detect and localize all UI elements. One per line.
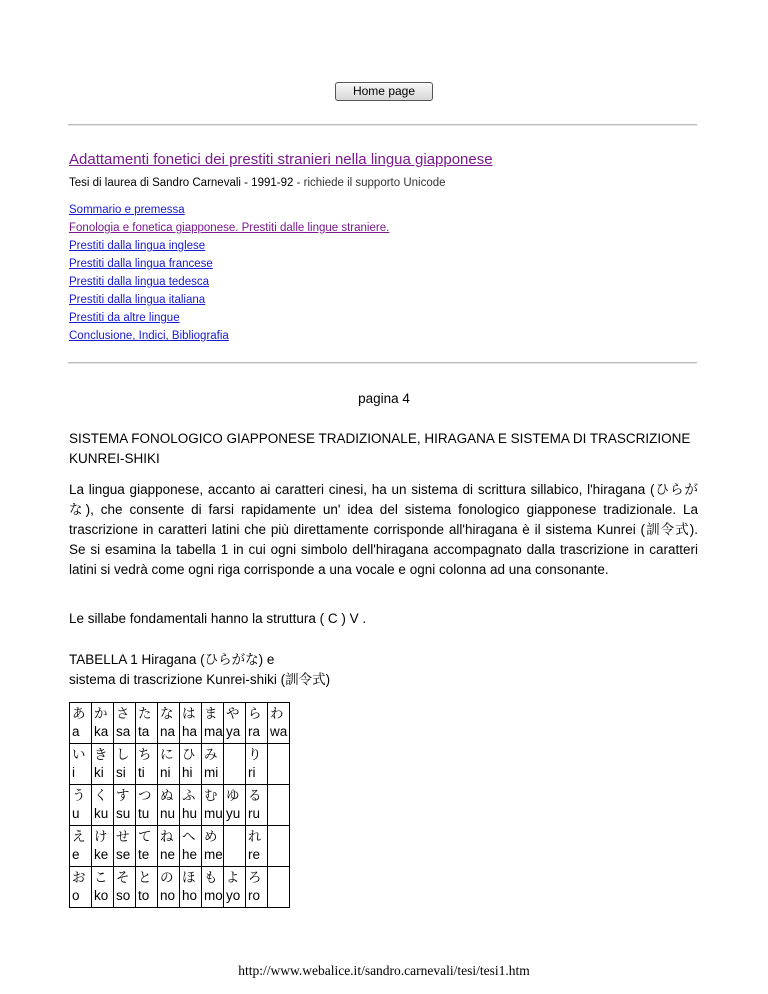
kana-glyph: き [94, 747, 108, 762]
kana-glyph: る [248, 788, 262, 803]
kana-cell [268, 867, 290, 908]
kana-romaji: ne [160, 847, 176, 862]
kana-cell [70, 826, 92, 867]
kana-romaji: me [204, 847, 223, 862]
nav-link-francese[interactable]: Prestiti dalla lingua francese [69, 258, 213, 270]
kana-cell [136, 867, 158, 908]
kana-row [70, 867, 290, 908]
kana-romaji: u [72, 806, 80, 821]
nav-link-conclusione[interactable]: Conclusione, Indici, Bibliografia [69, 330, 229, 342]
kana-cell [92, 826, 114, 867]
kana-glyph: み [204, 747, 218, 762]
kana-cell [224, 826, 246, 867]
kana-glyph: め [204, 829, 218, 844]
kana-glyph: く [94, 788, 108, 803]
kana-romaji: to [138, 888, 150, 903]
kana-romaji: e [72, 847, 80, 862]
syllable-structure-note: Le sillabe fondamentali hanno la struttura ( C ) V . [69, 611, 367, 626]
kana-romaji: na [160, 724, 176, 739]
kana-cell [158, 826, 180, 867]
kana-romaji: se [116, 847, 131, 862]
kana-glyph: は [182, 706, 196, 721]
kana-cell [268, 703, 290, 744]
kana-glyph: け [94, 829, 108, 844]
kana-glyph: ち [138, 747, 152, 762]
kana-romaji: ko [94, 888, 109, 903]
kana-glyph: す [116, 788, 130, 803]
kana-glyph: な [160, 706, 174, 721]
kana-glyph: も [204, 870, 218, 885]
kana-cell [158, 703, 180, 744]
kana-romaji: ma [204, 724, 223, 739]
kana-cell [136, 826, 158, 867]
kana-romaji: sa [116, 724, 131, 739]
kana-romaji: su [116, 806, 131, 821]
kana-glyph: や [226, 706, 240, 721]
kana-romaji: ku [94, 806, 109, 821]
kana-romaji: nu [160, 806, 176, 821]
kana-romaji: so [116, 888, 131, 903]
home-button-container [0, 82, 768, 101]
kana-romaji: hu [182, 806, 198, 821]
kana-cell [180, 867, 202, 908]
kana-cell [114, 785, 136, 826]
kana-cell [202, 703, 224, 744]
kana-cell [246, 867, 268, 908]
kana-glyph: せ [116, 829, 130, 844]
kana-cell [92, 785, 114, 826]
kana-glyph: お [72, 870, 86, 885]
kana-cell [246, 703, 268, 744]
home-page-button[interactable]: Home page [335, 82, 433, 101]
top-divider [68, 124, 697, 126]
table-caption-line-1: TABELLA 1 Hiragana (ひらがな) e [69, 652, 275, 667]
table-caption-line-2: sistema di trascrizione Kunrei-shiki (訓令式) [69, 672, 331, 687]
kana-romaji: wa [270, 724, 288, 739]
nav-link-italiana[interactable]: Prestiti dalla lingua italiana [69, 294, 206, 306]
kana-romaji: ra [248, 724, 261, 739]
nav-link-tedesca[interactable]: Prestiti dalla lingua tedesca [69, 276, 209, 288]
table-caption [69, 650, 330, 690]
kana-row [70, 744, 290, 785]
kana-cell [70, 867, 92, 908]
kana-cell [202, 826, 224, 867]
nav-link-sommario[interactable]: Sommario e premessa [69, 204, 185, 216]
kana-romaji: ni [160, 765, 171, 780]
kana-row [70, 826, 290, 867]
kana-cell [180, 826, 202, 867]
kana-glyph: ひ [182, 747, 196, 762]
kana-cell [70, 785, 92, 826]
kana-romaji: mo [204, 888, 223, 903]
thesis-title-link[interactable]: Adattamenti fonetici dei prestiti stranieri nella lingua giapponese [69, 151, 493, 168]
unicode-note: - richiede il supporto Unicode [293, 177, 446, 189]
kana-cell [224, 785, 246, 826]
kana-cell [224, 703, 246, 744]
kana-cell [246, 826, 268, 867]
kana-cell [202, 744, 224, 785]
kana-row [70, 785, 290, 826]
kana-glyph: れ [248, 829, 262, 844]
kana-cell [136, 785, 158, 826]
kana-romaji: re [248, 847, 261, 862]
kana-cell [202, 867, 224, 908]
kana-romaji: ha [182, 724, 198, 739]
kana-cell [158, 744, 180, 785]
kana-romaji: ri [248, 765, 256, 780]
kana-glyph: ろ [248, 870, 262, 885]
kana-glyph: ほ [182, 870, 196, 885]
kana-cell [268, 744, 290, 785]
kana-glyph: あ [72, 706, 86, 721]
kana-cell [92, 744, 114, 785]
kana-glyph: に [160, 747, 174, 762]
kana-romaji: ke [94, 847, 109, 862]
kana-romaji: te [138, 847, 150, 862]
hiragana-table-container [69, 702, 341, 932]
kana-glyph: こ [94, 870, 108, 885]
kana-glyph: ふ [182, 788, 196, 803]
kana-romaji: ro [248, 888, 261, 903]
kana-glyph: と [138, 870, 152, 885]
kana-romaji: a [72, 724, 80, 739]
thesis-subtitle [69, 177, 446, 189]
kana-glyph: ら [248, 706, 262, 721]
kana-romaji: ti [138, 765, 145, 780]
section-heading: SISTEMA FONOLOGICO GIAPPONESE TRADIZIONALE, HIRAGANA E SISTEMA DI TRASCRIZIONE KUNREI-SHIKI [69, 431, 691, 466]
kana-romaji: i [72, 765, 75, 780]
kana-cell [70, 703, 92, 744]
kana-cell [114, 744, 136, 785]
kana-romaji: ya [226, 724, 241, 739]
kana-glyph: へ [182, 829, 196, 844]
kana-glyph: う [72, 788, 86, 803]
kana-cell [158, 785, 180, 826]
kana-glyph: り [248, 747, 262, 762]
kana-cell [268, 826, 290, 867]
kana-romaji: tu [138, 806, 150, 821]
kana-romaji: yo [226, 888, 241, 903]
kana-cell [246, 744, 268, 785]
kana-romaji: ki [94, 765, 104, 780]
kana-glyph: ま [204, 706, 218, 721]
kana-cell [92, 703, 114, 744]
kana-cell [136, 703, 158, 744]
kana-glyph: わ [270, 706, 284, 721]
intro-paragraph: La lingua giapponese, accanto ai caratteri cinesi, ha un sistema di scrittura sillabico, l'hiragana (ひらがな), che consente di farsi rapidamente un' idea del sistema fonologico giapponese tradizionale. La trascrizione in caratteri latini che più direttamente corrisponde all'hiragana è il sistema Kunrei (訓令式). Se si esamina la tabella 1 in cui ogni simbolo dell'hiragana accompagnato dalla trascrizione in caratteri latini si vedrà come ogni riga corrisponde a una vocale e ogni colonna ad una consonante. [69, 482, 698, 577]
kana-glyph: む [204, 788, 218, 803]
kana-romaji: ho [182, 888, 198, 903]
kana-glyph: ね [160, 829, 174, 844]
nav-link-inglese[interactable]: Prestiti dalla lingua inglese [69, 240, 206, 252]
kana-glyph: え [72, 829, 86, 844]
kana-romaji: ru [248, 806, 261, 821]
kana-cell [224, 744, 246, 785]
kana-glyph: そ [116, 870, 130, 885]
kana-cell [92, 867, 114, 908]
kana-glyph: し [116, 747, 130, 762]
kana-glyph: い [72, 747, 86, 762]
kana-cell [158, 867, 180, 908]
kana-glyph: つ [138, 788, 152, 803]
thesis-author: Tesi di laurea di Sandro Carnevali - 1991-92 [69, 177, 294, 189]
bottom-divider [68, 362, 697, 364]
kana-cell [246, 785, 268, 826]
kana-glyph: さ [116, 706, 130, 721]
kana-cell [136, 744, 158, 785]
hiragana-table [69, 702, 290, 908]
nav-link-altre-lingue[interactable]: Prestiti da altre lingue [69, 312, 180, 324]
kana-cell [202, 785, 224, 826]
kana-glyph: ぬ [160, 788, 174, 803]
nav-link-fonologia[interactable]: Fonologia e fonetica giapponese. Prestiti dalle lingue straniere. [69, 222, 390, 234]
kana-cell [70, 744, 92, 785]
kana-cell [180, 744, 202, 785]
kana-glyph: た [138, 706, 152, 721]
kana-cell [268, 785, 290, 826]
page-number: pagina 4 [358, 391, 410, 406]
kana-romaji: ka [94, 724, 109, 739]
kana-romaji: mi [204, 765, 219, 780]
kana-glyph: て [138, 829, 152, 844]
kana-cell [114, 867, 136, 908]
kana-row [70, 703, 290, 744]
kana-romaji: he [182, 847, 198, 862]
kana-romaji: o [72, 888, 80, 903]
kana-cell [114, 703, 136, 744]
kana-romaji: hi [182, 765, 193, 780]
kana-romaji: no [160, 888, 176, 903]
kana-glyph: ゆ [226, 788, 240, 803]
kana-romaji: si [116, 765, 126, 780]
kana-glyph: よ [226, 870, 240, 885]
kana-cell [114, 826, 136, 867]
kana-glyph: の [160, 870, 174, 885]
page-url-footer: http://www.webalice.it/sandro.carnevali/tesi/tesi1.htm [238, 963, 530, 978]
kana-glyph: か [94, 706, 108, 721]
kana-cell [224, 867, 246, 908]
kana-romaji: ta [138, 724, 150, 739]
kana-romaji: yu [226, 806, 241, 821]
kana-cell [180, 785, 202, 826]
kana-cell [180, 703, 202, 744]
kana-romaji: mu [204, 806, 223, 821]
